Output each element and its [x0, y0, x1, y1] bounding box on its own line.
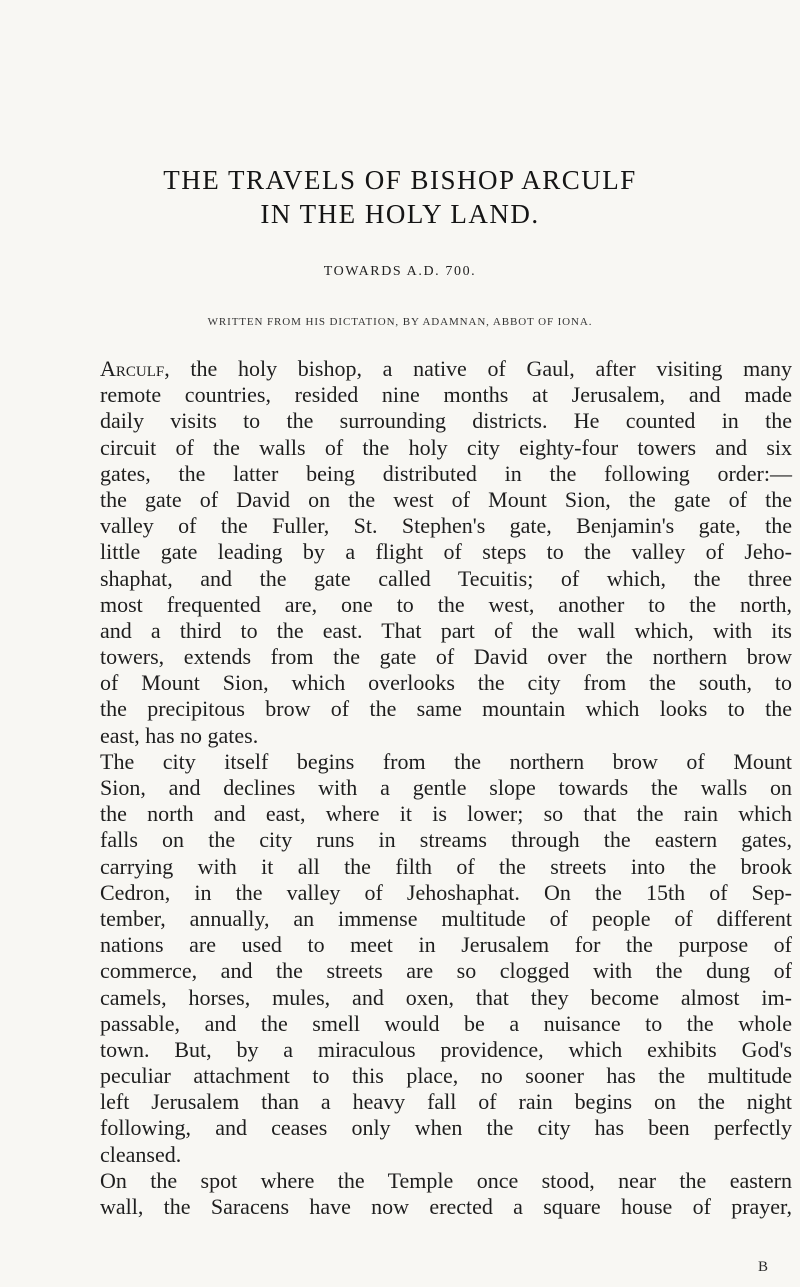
text-line: commerce, and the streets are so clogged with the dung of — [100, 958, 792, 984]
text-line: On the spot where the Temple once stood, near the eastern — [100, 1167, 792, 1193]
text-line: tember, annually, an immense multitude of people of different — [100, 905, 792, 931]
text-line: towers, extends from the gate of David over the northern brow — [100, 644, 792, 670]
text-line: valley of the Fuller, St. Stephen's gate, Benjamin's gate, the — [100, 513, 792, 539]
text-line: gates, the latter being distributed in the following order:— — [100, 460, 792, 486]
text-line: town. But, by a miraculous providence, which exhibits God's — [100, 1036, 792, 1062]
text-line — [100, 356, 792, 382]
text-line: Cedron, in the valley of Jehoshaphat. On the 15th of Sep- — [100, 879, 792, 905]
text-line: peculiar attachment to this place, no sooner has the multitude — [100, 1063, 792, 1089]
text-line: daily visits to the surrounding districts. He counted in the — [100, 408, 792, 434]
text-line: and a third to the east. That part of the wall which, with its — [100, 617, 792, 643]
text-line: passable, and the smell would be a nuisance to the whole — [100, 1010, 792, 1036]
text-line: camels, horses, mules, and oxen, that they become almost im- — [100, 984, 792, 1010]
text-line: remote countries, resided nine months at Jerusalem, and made — [100, 382, 792, 408]
text-line: east, has no gates. — [100, 722, 259, 748]
page-title — [0, 163, 800, 231]
text-line: The city itself begins from the northern brow of Mount — [100, 748, 792, 774]
text-line: Sion, and declines with a gentle slope towards the walls on — [100, 775, 792, 800]
text-line-content: the holy bishop, a native of Gaul, after visiting many — [169, 356, 792, 381]
text-line: cleansed. — [100, 1141, 182, 1167]
title-line-2: IN THE HOLY LAND. — [260, 199, 540, 229]
text-line: shaphat, and the gate called Tecuitis; of which, the three — [100, 565, 792, 591]
text-line: nations are used to meet in Jerusalem for the purpose of — [100, 932, 792, 958]
title-line-1: THE TRAVELS OF BISHOP ARCULF — [163, 165, 637, 195]
text-line: most frequented are, one to the west, another to the north, — [100, 591, 792, 617]
body-text — [100, 356, 792, 1220]
text-line: of Mount Sion, which overlooks the city from the south, to — [100, 670, 792, 696]
text-line: little gate leading by a flight of steps to the valley of Jeho- — [100, 539, 792, 565]
text-line: the precipitous brow of the same mountain which looks to the — [100, 696, 792, 722]
text-line: circuit of the walls of the holy city eighty-four towers and six — [100, 434, 792, 460]
text-line: carrying with it all the filth of the streets into the brook — [100, 853, 792, 879]
lead-word: Arculf, — [100, 356, 170, 381]
signature-mark: B — [758, 1259, 769, 1275]
text-line: wall, the Saracens have now erected a square house of prayer, — [100, 1194, 792, 1219]
text-line: falls on the city runs in streams through the eastern gates, — [100, 827, 792, 853]
byline: WRITTEN FROM HIS DICTATION, BY ADAMNAN, ABBOT OF IONA. — [207, 316, 593, 328]
text-line: left Jerusalem than a heavy fall of rain begins on the night — [100, 1089, 792, 1115]
text-line: the north and east, where it is lower; so that the rain which — [100, 801, 792, 827]
text-line: following, and ceases only when the city has been perfectly — [100, 1115, 792, 1141]
subtitle-date: TOWARDS A.D. 700. — [323, 264, 477, 279]
text-line: the gate of David on the west of Mount Sion, the gate of the — [100, 486, 792, 512]
